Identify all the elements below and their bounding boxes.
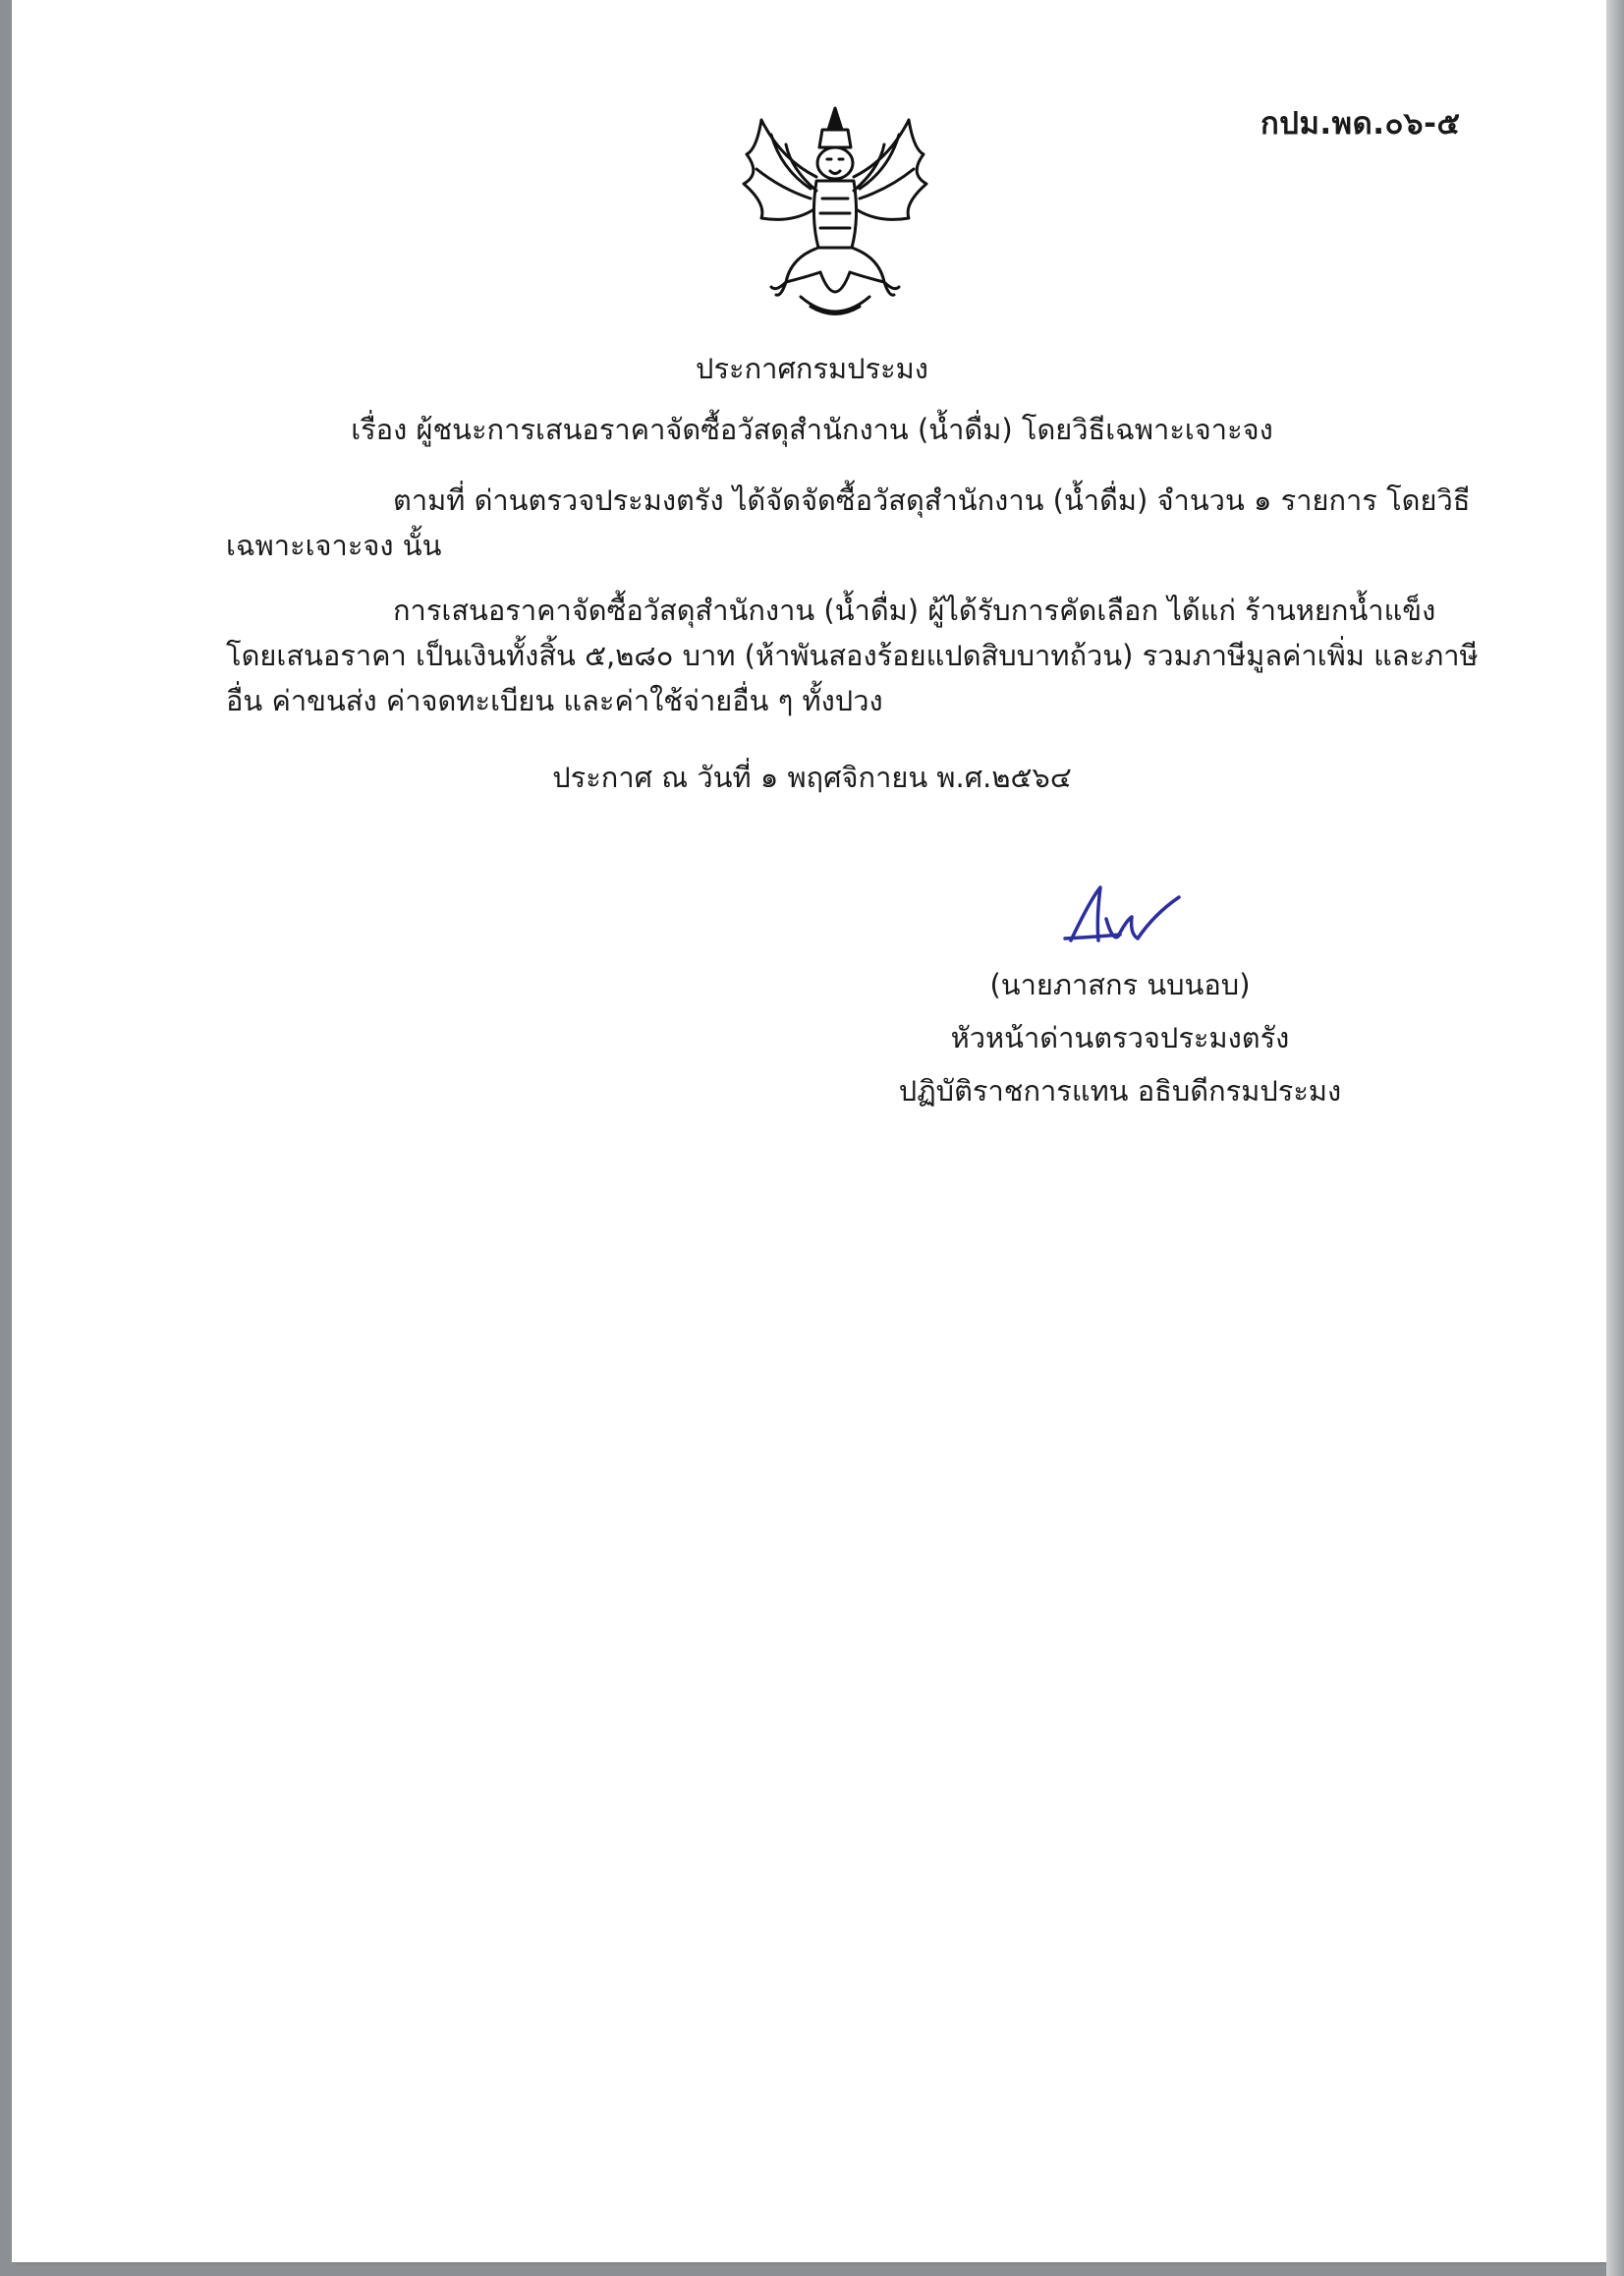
page-edge-shadow — [1606, 0, 1624, 2276]
paragraph-winner-text: การเสนอราคาจัดซื้อวัสดุสำนักงาน (น้ำดื่ม) ผู้ได้รับการคัดเลือก ได้แก่ ร้านหยกน้ำแข็ง โดยเสนอราคา เป็นเงินทั้งสิ้น ๕,๒๘๐ บาท (ห้าพันสองร้อยแปดสิบบาทถ้วน) รวมภาษีมูลค่าเพิ่ม และภาษีอื่น ค่าขนส่ง ค่าจดทะเบียน และค่าใช้จ่ายอื่น ๆ ทั้งปวง — [226, 594, 1479, 717]
signatory-name: (นายภาสกร นบนอบ) — [989, 968, 1251, 1001]
paragraph-background-text: ตามที่ ด่านตรวจประมงตรัง ได้จัดจัดซื้อวัสดุสำนักงาน (น้ำดื่ม) จำนวน ๑ รายการ โดยวิธีเฉพาะเจาะจง นั้น — [226, 484, 1471, 562]
garuda-emblem-icon — [732, 100, 938, 326]
announcement-title: ประกาศกรมประมง — [696, 352, 928, 385]
announcement-date: ประกาศ ณ วันที่ ๑ พฤศจิกายน พ.ศ.๒๕๖๔ — [552, 761, 1072, 794]
signatory-position: หัวหน้าด่านตรวจประมงตรัง — [950, 1021, 1290, 1054]
paragraph-background — [226, 478, 1484, 568]
signatory-block — [855, 958, 1385, 1117]
document-page — [12, 0, 1606, 2262]
announcement-subject: เรื่อง ผู้ชนะการเสนอราคาจัดซื้อวัสดุสำนักงาน (น้ำดื่ม) โดยวิธีเฉพาะเจาะจง — [351, 413, 1273, 446]
signatory-acting: ปฏิบัติราชการแทน อธิบดีกรมประมง — [898, 1074, 1342, 1108]
paragraph-winner — [226, 588, 1484, 723]
handwritten-signature-icon — [1061, 880, 1184, 958]
document-code: กปม.พด.๐๖-๕ — [1260, 106, 1461, 142]
